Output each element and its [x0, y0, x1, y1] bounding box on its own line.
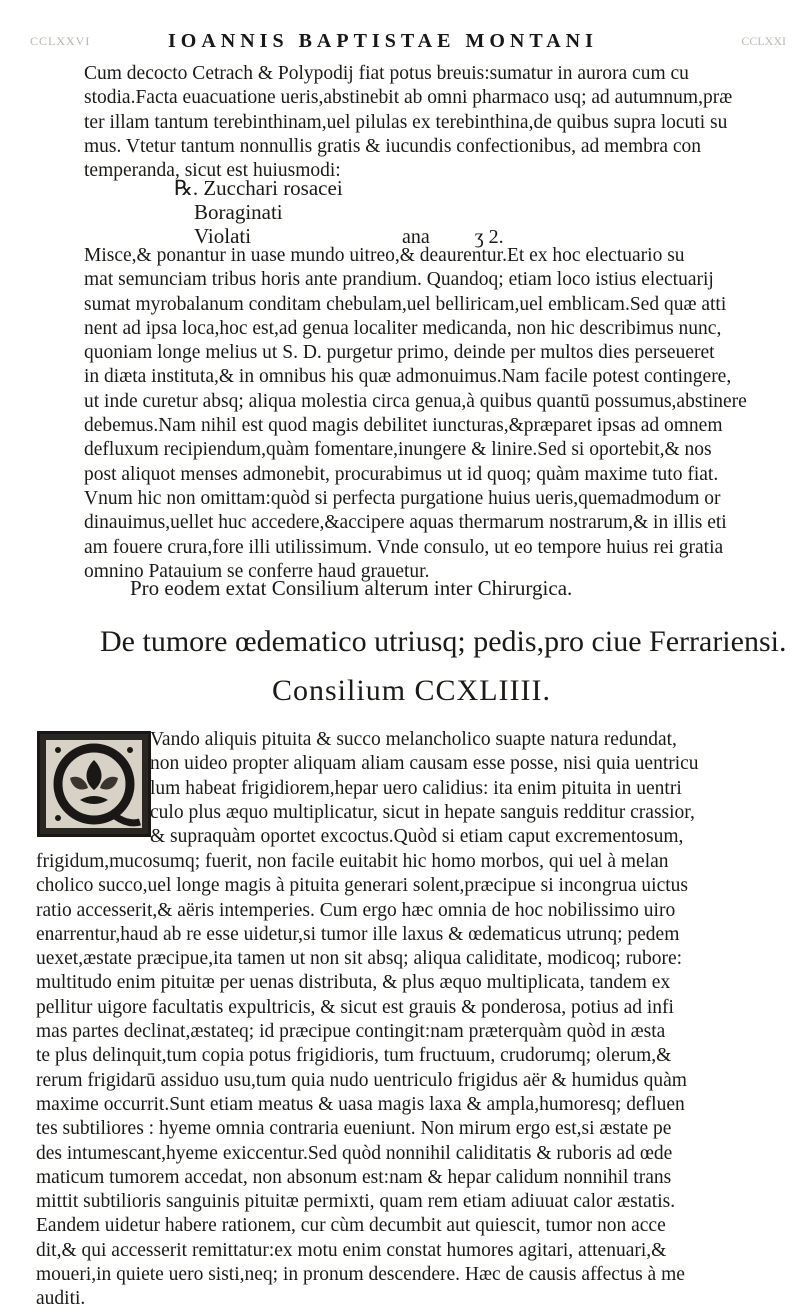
- ana-word: ana: [402, 226, 430, 248]
- text-line: Cum decocto Cetrach & Polypodij fiat potus breuis:sumatur in aurora cum cu: [84, 63, 689, 84]
- consilium-number-heading: Consilium CCXLIIII.: [272, 674, 551, 707]
- text-line: Vando aliquis pituita & succo melancholico suapte natura redundat,: [150, 729, 677, 750]
- text-line: sumat myrobalanum conditam chebulam,uel belliricam,uel emblicam.Sed quæ atti: [84, 293, 727, 315]
- text-line: frigidum,mucosumq; fuerit, non facile euitabit hic homo morbos, qui uel à melan: [36, 851, 669, 872]
- text-line: in diæta instituta,& in omnibus his quæ admonuimus.Nam facile potest contingere,: [84, 366, 732, 388]
- text-line: uexet,æstate præcipue,ita tamen ut non sit absq; aliqua caliditate, modicoq; rubore:: [36, 948, 683, 970]
- text-line: Misce,& ponantur in uase mundo uitreo,& deaurentur.Et ex hoc electuario su: [84, 245, 685, 266]
- text-line: mittit subtilioris sanguinis pituitæ permixti, quam rem etiam adiuuat calor æstatis.: [36, 1191, 676, 1213]
- text-line: & supraquàm oportet excoctus.Quòd si etiam caput excrementosum,: [150, 826, 684, 848]
- text-line: maxime occurrit.Sunt etiam meatus & uasa magis laxa & ampla,humoresq; defluen: [36, 1093, 685, 1115]
- text-line: omnino Patauium se conferre haud grauetur.: [84, 560, 430, 582]
- paragraph-consilium-opening: [150, 728, 772, 849]
- text-line: dit,& qui accesserit remittatur:ex motu enim constat humores agitari, attenuari,&: [36, 1239, 667, 1261]
- text-line: ratio accesserit,& aëris intemperies. Cum ergo hæc omnia de hoc nobilissimo uiro: [36, 899, 676, 921]
- consilium-topic-heading: De tumore œdematico utriusq; pedis,pro ciue Ferrariensi.: [100, 625, 787, 658]
- text-line: ter illam tantum terebinthinam,uel pilulas ex terebinthina,de quibus supra locuti su: [84, 111, 728, 133]
- paragraph-consilium-body: [36, 850, 772, 1312]
- text-line: tes subtiliores : hyeme omnia contraria eueniunt. Non mirum ergo est,si æstate pe: [36, 1118, 672, 1140]
- text-line: nent ad ipsa loca,hoc est,ad genua localiter medicanda, non hic describimus nunc,: [84, 317, 722, 339]
- ornament-icon: [40, 734, 148, 834]
- text-line: mas partes declinat,æstateq; id præcipue contingit:nam præterquàm quòd in æsta: [36, 1021, 666, 1043]
- text-line: mus. Vtetur tantum nonnullis gratis & iucundis confectionibus, ad membra con: [84, 135, 702, 157]
- text-line: pellitur uigore facultatis expultricis, & sicut est grauis & ponderosa, potius ad infi: [36, 996, 674, 1018]
- recipe-line-zucchari: ℞. Zucchari rosacei: [174, 176, 343, 200]
- text-line: defluxum recipiendum,quàm fomentare,inungere & linire.Sed si oportebit,& nos: [84, 439, 712, 461]
- text-line: non uideo propter aliquam aliam causam esse posse, nisi quia uentricu: [150, 753, 699, 775]
- text-line: culo plus æquo multiplicatur, sicut in hepate sanguis redditur crassior,: [150, 801, 695, 823]
- text-line: am fouere crura,fore illi utilissimum. Vnde consulo, ut eo tempore huius rei gratia: [84, 536, 724, 558]
- text-line: lum habeat frigidiorem,hepar uero calidius: ita enim pituita in uentri: [150, 777, 682, 799]
- text-line: dinauimus,uellet huc accedere,&accipere aquas thermarum nostrarum,& in illis eti: [84, 512, 727, 534]
- text-line: temperanda, sicut est huiusmodi:: [84, 160, 341, 182]
- text-line: mat semunciam tribus horis ante prandium. Quandoq; etiam loco istius electuarij: [84, 269, 714, 291]
- text-line: maticum tumorem accedat, non absonum est:nam & hepar calidum nonnihil trans: [36, 1166, 672, 1188]
- text-line: quoniam longe melius ut S. D. purgetur primo, deinde per multos dies perseueret: [84, 342, 715, 364]
- bleed-through-text: CCLXXVI: [30, 34, 91, 48]
- running-header: [0, 30, 800, 64]
- text-line: multitudo enim pituitæ per uenas distributa, & plus æquo multiplicata, tandem ex: [36, 972, 671, 994]
- recipe-line-violati: Violati: [194, 224, 252, 248]
- text-line: cholico succo,uel longe magis à pituita generari solent,præcipue si incongrua uictus: [36, 875, 688, 897]
- running-title: IOANNIS BAPTISTAE MONTANI: [168, 30, 598, 52]
- text-line: auditi.: [36, 1288, 86, 1310]
- text-line: Eandem uidetur habere rationem, cur cùm decumbit aut quiescit, tumor non acce: [36, 1215, 666, 1237]
- text-line: post aliquot menses admonebit, procurabimus ut id quoq; quàm maxime tuto fiat.: [84, 463, 719, 485]
- text-line: Vnum hic non omittam:quòd si perfecta purgatione huius ueris,quemadmodum or: [84, 487, 721, 509]
- text-line: enarrentur,haud ab re esse uidetur,si tumor ille laxus & œdematicus utrunq; pedem: [36, 923, 680, 945]
- paragraph-electuary: [84, 244, 774, 584]
- bleed-through-text-right: CCLXXI: [741, 34, 786, 48]
- cross-reference-note: Pro eodem extat Consilium alterum inter Chirurgica.: [130, 576, 573, 600]
- text-line: rerum frigidarū assiduo usu,tum quia nudo uentriculo frigidus aër & humidus quàm: [36, 1069, 687, 1091]
- text-line: des intumescant,hyeme exiccentur.Sed quòd nonnihil caliditatis & ruboris ad œde: [36, 1142, 673, 1164]
- text-line: moueri,in quiete uero sisti,neq; in pronum descendere. Hæc de causis affectus à me: [36, 1264, 685, 1286]
- decorated-initial-q-icon: [37, 731, 151, 837]
- dose-value: ʒ 2.: [474, 226, 504, 248]
- paragraph-decoction: [84, 62, 774, 183]
- text-line: debemus.Nam nihil est quod magis debilitet iuncturas,&præparet ipsas ad omnem: [84, 415, 723, 437]
- text-line: stodia.Facta euacuatione ueris,abstinebit ab omni pharmaco usq; ad autumnum,præ: [84, 87, 733, 109]
- recipe-line-boraginati: Boraginati: [194, 200, 283, 224]
- text-line: te plus delinquit,tum copia potus frigidioris, tum fructuum, crudorumq; olerum,&: [36, 1045, 672, 1067]
- text-line: ut inde curetur absq; aliqua molestia circa genua,à quibus quantū possumus,abstinere: [84, 390, 747, 412]
